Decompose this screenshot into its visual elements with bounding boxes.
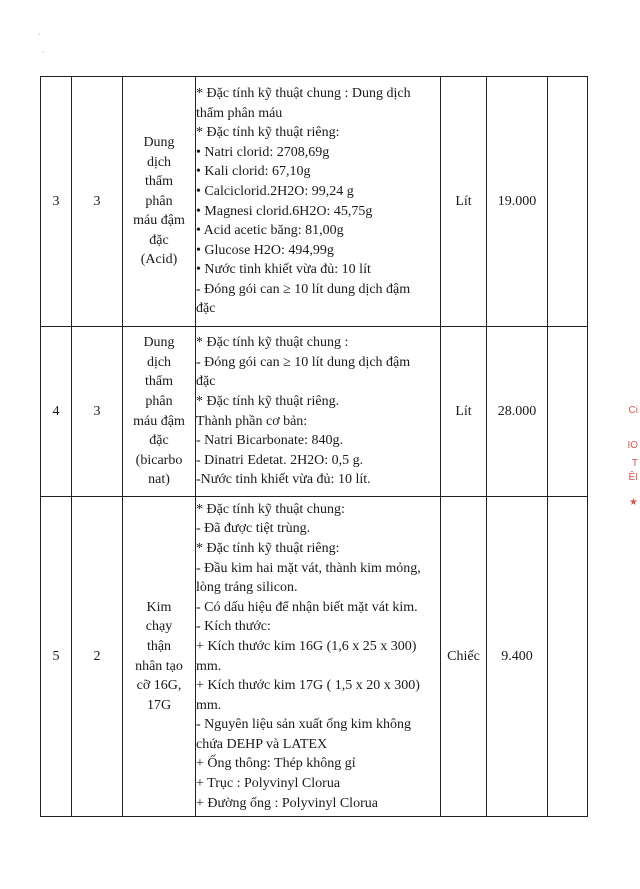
product-name-line: máu đậm [133,213,185,229]
spec-line: + Trục : Polyvinyl Clorua [196,776,341,792]
note [548,77,588,327]
unit: Chiếc [441,497,487,817]
spec-line: + Kích thước kim 17G ( 1,5 x 20 x 300) [196,678,420,694]
product-name-line: (bicarbo [135,452,183,468]
product-name-line: nat) [148,472,170,488]
group-number: 2 [72,497,123,817]
spec-line: Thành phần cơ bản: [196,413,308,429]
product-name-line: thẩm [145,174,173,190]
spec-line: - Natri Bicarbonate: 840g. [196,433,343,449]
product-name-line: đặc [149,232,169,248]
note [548,497,588,817]
product-name-line: 17G [146,697,172,713]
product-name [123,327,196,497]
table-row [41,497,588,817]
group-number: 3 [72,327,123,497]
technical-specification [196,77,441,327]
product-name-line: Kim [146,599,172,615]
spec-line: * Đặc tính kỹ thuật riêng: [196,125,340,141]
spec-line: - Nguyên liệu sản xuất ống kim không [196,717,412,733]
product-name-line: cỡ 16G, [136,678,182,694]
table-row [41,77,588,327]
scan-speck: · [42,48,45,57]
product-name [123,77,196,327]
spec-line: mm. [196,697,222,713]
spec-line: đặc [196,301,216,317]
product-name-line: Dung [143,134,175,150]
spec-line: * Đặc tính kỹ thuật chung : [196,335,349,351]
row-number: 3 [41,77,72,327]
spec-line: • Acid acetic băng: 81,00g [196,223,344,239]
product-name-line: Dung [143,335,175,351]
quantity: 28.000 [487,327,548,497]
unit: Lít [441,77,487,327]
stamp-fragment-1: Ci [628,405,638,416]
spec-line: • Magnesi clorid.6H2O: 45,75g [196,203,373,219]
technical-specification [196,497,441,817]
spec-line: • Glucose H2O: 494,99g [196,242,334,258]
stamp-fragment-4: ÊI [628,472,638,483]
spec-line: - Kích thước: [196,619,271,635]
spec-line: • Kali clorid: 67,10g [196,164,311,180]
group-number: 3 [72,77,123,327]
product-name-line: máu đậm [133,413,185,429]
spec-line: + Kích thước kim 16G (1,6 x 25 x 300) [196,638,417,654]
spec-line: - Có dấu hiệu để nhận biết mặt vát kim. [196,599,418,615]
spec-line: • Calciclorid.2H2O: 99,24 g [196,183,354,199]
spec-line: - Đóng gói can ≥ 10 lít dung dịch đậm [196,281,411,297]
spec-line: * Đặc tính kỹ thuật riêng: [196,540,340,556]
note [548,327,588,497]
product-name [123,497,196,817]
unit: Lít [441,327,487,497]
spec-line: - Dinatri Edetat. 2H2O: 0,5 g. [196,452,364,468]
spec-line: đặc [196,374,216,390]
product-name-line: đặc [149,433,169,449]
product-name-line: dịch [146,154,172,170]
spec-line: - Đầu kim hai mặt vát, thành kim mỏng, [196,560,421,576]
product-name-line: (Acid) [140,252,178,268]
row-number: 5 [41,497,72,817]
technical-specification [196,327,441,497]
spec-line: lòng tráng silicon. [196,580,298,596]
specification-table [40,76,588,817]
product-name-line: nhân tạo [135,658,183,674]
product-name-line: chạy [145,619,173,635]
product-name-line: dịch [146,354,172,370]
stamp-fragment-3: T [631,458,638,469]
product-name-line: phân [145,193,173,209]
quantity: 19.000 [487,77,548,327]
spec-line: thẩm phân máu [196,105,283,121]
scan-speck: · [38,30,41,39]
spec-line: -Nước tinh khiết vừa đủ: 10 lít. [196,472,371,488]
table-row [41,327,588,497]
stamp-fragment-5: ★ [629,497,638,508]
spec-line: - Đã được tiệt trùng. [196,521,311,537]
spec-line: • Natri clorid: 2708,69g [196,144,330,160]
spec-line: • Nước tinh khiết vừa đủ: 10 lít [196,262,371,278]
spec-line: + Đường ống : Polyvinyl Clorua [196,795,378,811]
product-name-line: phân [145,393,173,409]
spec-line: + Ống thông: Thép không gỉ [196,756,356,772]
spec-line: - Đóng gói can ≥ 10 lít dung dịch đậm [196,354,411,370]
product-name-line: thẩm [145,374,173,390]
quantity: 9.400 [487,497,548,817]
spec-line: * Đặc tính kỹ thuật riêng. [196,393,340,409]
spec-line: * Đặc tính kỹ thuật chung: [196,501,345,517]
spec-line: mm. [196,658,222,674]
product-name-line: thận [146,638,172,654]
stamp-fragment-2: IO [627,440,638,451]
spec-line: chứa DEHP và LATEX [196,736,328,752]
spec-line: * Đặc tính kỹ thuật chung : Dung dịch [196,85,411,101]
row-number: 4 [41,327,72,497]
